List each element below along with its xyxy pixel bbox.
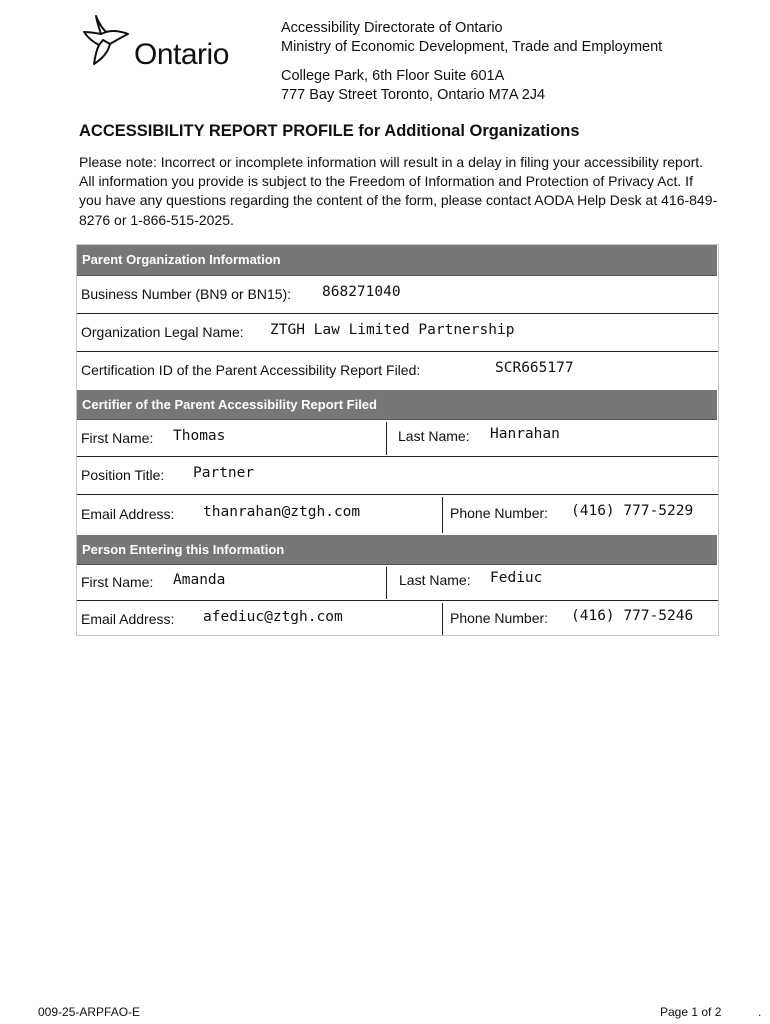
certifier-phone-field[interactable]: (416) 777-5229 xyxy=(571,503,694,519)
field-divider xyxy=(386,567,387,599)
certifier-email-label: Email Address: xyxy=(81,506,175,522)
address-line: 777 Bay Street Toronto, Ontario M7A 2J4 xyxy=(281,87,546,103)
field-divider xyxy=(386,422,387,455)
certification-id-label: Certification ID of the Parent Accessibility Report Filed: xyxy=(81,362,421,378)
field-divider xyxy=(442,603,443,635)
page-title: ACCESSIBILITY REPORT PROFILE for Additional Organizations xyxy=(79,122,580,140)
directorate-address xyxy=(281,19,662,57)
certifier-first-name-label: First Name: xyxy=(81,430,154,446)
footer-dot: . xyxy=(758,1005,762,1019)
entering-email-label: Email Address: xyxy=(81,611,175,627)
business-number-row xyxy=(77,276,718,314)
trillium-icon xyxy=(82,14,132,68)
certifier-position-label: Position Title: xyxy=(81,467,165,483)
entering-last-name-label: Last Name: xyxy=(399,572,471,588)
entering-name-row xyxy=(77,565,718,601)
field-divider xyxy=(442,497,443,533)
entering-first-name-field[interactable]: Amanda xyxy=(173,572,226,588)
section-header-person-entering: Person Entering this Information xyxy=(77,535,717,565)
entering-phone-label: Phone Number: xyxy=(450,610,549,626)
certifier-phone-label: Phone Number: xyxy=(450,505,549,521)
certification-id-field[interactable]: SCR665177 xyxy=(495,360,574,376)
legal-name-field[interactable]: ZTGH Law Limited Partnership xyxy=(270,322,515,338)
legal-name-label: Organization Legal Name: xyxy=(81,324,244,340)
entering-first-name-label: First Name: xyxy=(81,574,154,590)
street-address xyxy=(281,67,545,105)
certifier-last-name-label: Last Name: xyxy=(398,428,470,444)
entering-email-field[interactable]: afediuc@ztgh.com xyxy=(203,609,343,625)
logo-wordmark: Ontario xyxy=(134,38,229,71)
certification-id-row xyxy=(77,352,718,390)
certifier-email-field[interactable]: thanrahan@ztgh.com xyxy=(203,504,361,520)
entering-last-name-field[interactable]: Fediuc xyxy=(490,570,543,586)
ontario-logo xyxy=(82,14,242,74)
certifier-position-field[interactable]: Partner xyxy=(193,465,255,481)
legal-name-row xyxy=(77,314,718,352)
certifier-first-name-field[interactable]: Thomas xyxy=(173,428,226,444)
page-number: Page 1 of 2 xyxy=(660,1005,722,1019)
section-header-parent-org: Parent Organization Information xyxy=(77,245,717,276)
certifier-position-row xyxy=(77,457,718,495)
business-number-field[interactable]: 868271040 xyxy=(322,284,401,300)
business-number-label: Business Number (BN9 or BN15): xyxy=(81,286,292,302)
privacy-note: Please note: Incorrect or incomplete information will result in a delay in filing your accessibility report. All information you provide is subject to the Freedom of Information and Protection of Privacy Act. If you have any questions regarding the content of the form, please contact AODA Help Desk at 416-849-8276 or 1-866-515-2025. xyxy=(79,154,718,228)
report-profile-form xyxy=(76,244,719,636)
form-code: 009-25-ARPFAO-E xyxy=(38,1005,141,1019)
address-line: College Park, 6th Floor Suite 601A xyxy=(281,68,505,84)
entering-contact-row xyxy=(77,601,718,635)
address-line: Accessibility Directorate of Ontario xyxy=(281,20,503,36)
section-header-certifier: Certifier of the Parent Accessibility Report Filed xyxy=(77,390,717,420)
certifier-name-row xyxy=(77,420,718,457)
entering-phone-field[interactable]: (416) 777-5246 xyxy=(571,608,694,624)
certifier-contact-row xyxy=(77,495,718,535)
certifier-last-name-field[interactable]: Hanrahan xyxy=(490,426,560,442)
address-line: Ministry of Economic Development, Trade and Employment xyxy=(281,39,663,55)
